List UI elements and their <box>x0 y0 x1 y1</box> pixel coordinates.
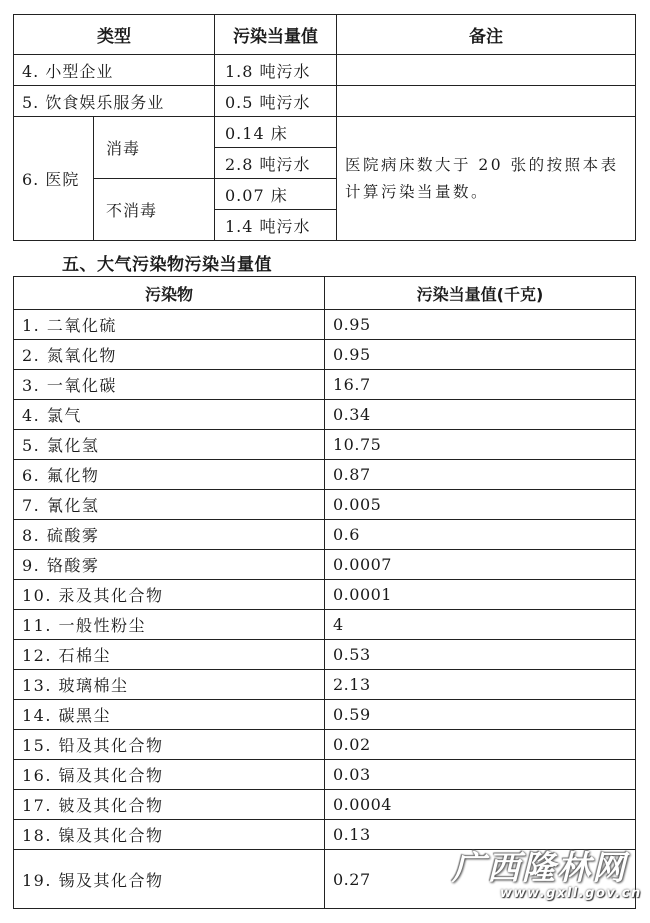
pollutant-name-cell: 16. 镉及其化合物 <box>14 760 325 790</box>
pollutant-name-cell: 6. 氟化物 <box>14 460 325 490</box>
pollutant-value-cell: 0.95 <box>325 340 636 370</box>
value-cell: 0.14 床 <box>215 117 337 148</box>
type-cell: 4. 小型企业 <box>14 55 215 86</box>
pollutant-value-cell: 10.75 <box>325 430 636 460</box>
table-row <box>14 400 636 430</box>
value-cell: 1.4 吨污水 <box>215 210 337 241</box>
wastewater-equivalent-table <box>13 14 636 241</box>
header-type: 类型 <box>14 15 215 55</box>
table-row <box>14 430 636 460</box>
pollutant-value-cell: 0.0001 <box>325 580 636 610</box>
table-row <box>14 610 636 640</box>
pollutant-value-cell: 0.0007 <box>325 550 636 580</box>
table-row <box>14 730 636 760</box>
pollutant-value-cell: 2.13 <box>325 670 636 700</box>
pollutant-name-cell: 14. 碳黑尘 <box>14 700 325 730</box>
hospital-note-cell: 医院病床数大于 20 张的按照本表计算污染当量数。 <box>337 117 636 241</box>
pollutant-name-cell: 15. 铅及其化合物 <box>14 730 325 760</box>
pollutant-value-cell: 0.59 <box>325 700 636 730</box>
pollutant-value-cell: 0.53 <box>325 640 636 670</box>
section-heading: 五、大气污染物污染当量值 <box>62 255 272 275</box>
watermark-url: www.gxll.gov.cn <box>500 886 642 901</box>
table-row <box>14 490 636 520</box>
pollutant-value-cell: 0.02 <box>325 730 636 760</box>
no-disinfect-label-cell: 不消毒 <box>94 179 215 241</box>
pollutant-name-cell: 19. 锡及其化合物 <box>14 850 325 909</box>
table-row <box>14 640 636 670</box>
pollutant-name-cell: 1. 二氧化硫 <box>14 310 325 340</box>
value-cell: 0.5 吨污水 <box>215 86 337 117</box>
table-row <box>14 370 636 400</box>
table-row <box>14 790 636 820</box>
table-header-row <box>14 277 636 310</box>
table-row <box>14 550 636 580</box>
header-equivalent-value: 污染当量值 <box>215 15 337 55</box>
type-cell: 5. 饮食娱乐服务业 <box>14 86 215 117</box>
pollutant-value-cell: 0.27 <box>325 850 636 909</box>
pollutant-name-cell: 18. 镍及其化合物 <box>14 820 325 850</box>
pollutant-name-cell: 10. 汞及其化合物 <box>14 580 325 610</box>
pollutant-value-cell: 0.6 <box>325 520 636 550</box>
table-row <box>14 310 636 340</box>
pollutant-value-cell: 0.95 <box>325 310 636 340</box>
air-pollutant-equivalent-table <box>13 276 636 909</box>
pollutant-name-cell: 8. 硫酸雾 <box>14 520 325 550</box>
table-header-row <box>14 15 636 55</box>
note-cell <box>337 86 636 117</box>
watermark-logo: 广西隆林网 <box>452 848 627 887</box>
hospital-type-cell: 6. 医院 <box>14 117 94 241</box>
header-pollutant: 污染物 <box>14 277 325 310</box>
value-cell: 1.8 吨污水 <box>215 55 337 86</box>
value-cell: 2.8 吨污水 <box>215 148 337 179</box>
pollutant-name-cell: 3. 一氧化碳 <box>14 370 325 400</box>
pollutant-name-cell: 11. 一般性粉尘 <box>14 610 325 640</box>
pollutant-value-cell: 4 <box>325 610 636 640</box>
table-row <box>14 670 636 700</box>
pollutant-name-cell: 17. 铍及其化合物 <box>14 790 325 820</box>
disinfect-label-cell: 消毒 <box>94 117 215 179</box>
table-row <box>14 700 636 730</box>
pollutant-name-cell: 2. 氮氧化物 <box>14 340 325 370</box>
pollutant-name-cell: 13. 玻璃棉尘 <box>14 670 325 700</box>
pollutant-value-cell: 0.87 <box>325 460 636 490</box>
table-row <box>14 760 636 790</box>
table-row <box>14 55 636 86</box>
table-row <box>14 580 636 610</box>
header-equivalent-kg: 污染当量值(千克) <box>325 277 636 310</box>
pollutant-value-cell: 16.7 <box>325 370 636 400</box>
value-cell: 0.07 床 <box>215 179 337 210</box>
pollutant-value-cell: 0.34 <box>325 400 636 430</box>
pollutant-value-cell: 0.005 <box>325 490 636 520</box>
pollutant-value-cell: 0.0004 <box>325 790 636 820</box>
pollutant-name-cell: 9. 铬酸雾 <box>14 550 325 580</box>
table-row <box>14 86 636 117</box>
pollutant-name-cell: 5. 氯化氢 <box>14 430 325 460</box>
pollutant-value-cell: 0.03 <box>325 760 636 790</box>
table-row <box>14 520 636 550</box>
table-row <box>14 340 636 370</box>
header-notes: 备注 <box>337 15 636 55</box>
pollutant-name-cell: 4. 氯气 <box>14 400 325 430</box>
note-cell <box>337 55 636 86</box>
table-row <box>14 460 636 490</box>
pollutant-value-cell: 0.13 <box>325 820 636 850</box>
pollutant-name-cell: 7. 氰化氢 <box>14 490 325 520</box>
pollutant-name-cell: 12. 石棉尘 <box>14 640 325 670</box>
table-row <box>14 117 636 148</box>
